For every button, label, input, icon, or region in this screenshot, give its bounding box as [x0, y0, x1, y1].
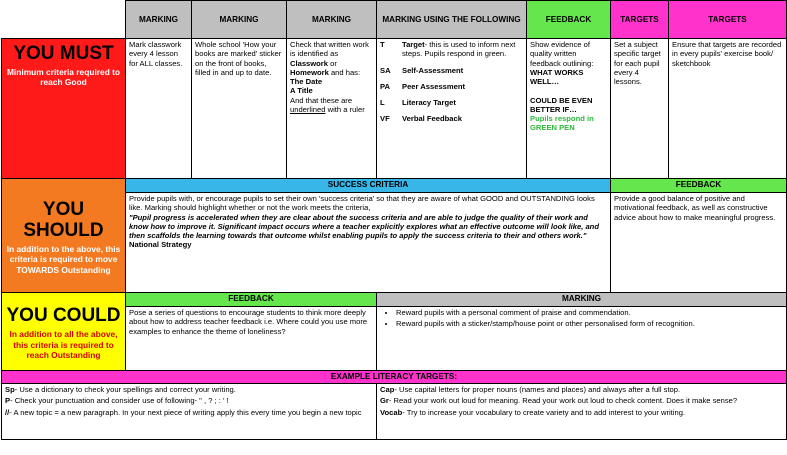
you-could-title: YOU COULD	[6, 305, 121, 327]
must-targets-2: Ensure that targets are recorded in every pupils' exercise book/ sketchbook	[669, 39, 787, 179]
col3-intro: Check that written work is identified as	[290, 40, 369, 59]
success-criteria-header: SUCCESS CRITERIA	[126, 179, 611, 193]
header-marking-following: MARKING USING THE FOLLOWING	[377, 1, 527, 39]
could-marking-item: • Reward pupils with a sticker/stamp/house point or other personalised form of recognition.	[396, 319, 783, 328]
could-marking-header: MARKING	[377, 293, 787, 307]
you-must-subtitle: Minimum criteria required to reach Good	[6, 66, 121, 88]
marking-policy-table	[1, 0, 787, 440]
you-should-cell	[2, 179, 126, 293]
must-marking-1: Mark classwork every 4 lesson for ALL classes.	[126, 39, 192, 179]
col3-homework: Homework	[290, 67, 329, 77]
literacy-item: P- Check your punctuation and consider use of following- " , ? ; : ' !	[5, 396, 229, 406]
you-could-cell	[2, 293, 126, 371]
should-feedback-header: FEEDBACK	[611, 179, 787, 193]
code-row-sa: SA Self-Assessment	[380, 65, 464, 75]
you-could-subtitle: In addition to all the above, this criteria is required to reach Outstanding	[9, 329, 118, 361]
col3-and-has: and has:	[330, 67, 361, 77]
col3-classwork: Classwork	[290, 58, 328, 68]
success-criteria-text: Provide pupils with, or encourage pupils to set their own 'success criteria' so that they are aware of what GOOD and OUTSTANDING looks like. Marking should highlight whether or not the work meets the criteria, "Pupil progress is accelerated when they are clear about the success criteria and are able to judge the quality of their work and know how to improve it. Significant impact occurs where a teacher explicitly explores what an effective outcome will look like, and then scaffolds the learning towards that outcome whilst enabling pupils to apply the success criteria to their and others work." National Strategy	[126, 193, 611, 293]
literacy-right	[377, 384, 787, 440]
literacy-header: EXAMPLE LITERACY TARGETS:	[2, 371, 787, 384]
you-should-title: YOU SHOULD	[23, 198, 104, 241]
you-must-cell	[2, 39, 126, 179]
header-marking-1: MARKING	[126, 1, 192, 39]
must-marking-3	[287, 39, 377, 179]
must-feedback: Show evidence of quality written feedback outlining: WHAT WORKS WELL… COULD BE EVEN BETTER IF… Pupils respond in GREEN PEN	[527, 39, 611, 179]
code-row-pa: PA Peer Assessment	[380, 81, 466, 91]
must-targets-1: Set a subject specific target for each pupil every 4 lessons.	[611, 39, 669, 179]
literacy-item: //- A new topic = a new paragraph. In your next piece of writing apply this every time you begin a new topic	[5, 407, 362, 417]
could-marking-item: • Reward pupils with a personal comment of praise and commendation.	[396, 308, 783, 317]
col3-underlined-pre: And that these are	[290, 95, 353, 105]
you-should-subtitle: In addition to the above, this criteria is required to move TOWARDS Outstanding	[6, 243, 121, 275]
header-marking-2: MARKING	[192, 1, 287, 39]
should-feedback-text: Provide a good balance of positive and motivational feedback, as well as constructive advice about how to make meaningful progress.	[611, 193, 787, 293]
must-marking-2: Whole school 'How your books are marked' sticker on the front of books, filled in and up to date.	[192, 39, 287, 179]
literacy-item: Sp- Use a dictionary to check your spellings and correct your writing.	[5, 385, 236, 394]
could-feedback-text: Pose a series of questions to encourage students to think more deeply about how to address teacher feedback i.e. Where could you use more examples to enhance the theme of loneliness?	[126, 307, 377, 371]
literacy-left	[2, 384, 377, 440]
code-row-literacy: L Literacy Target	[380, 98, 456, 107]
could-feedback-header: FEEDBACK	[126, 293, 377, 307]
header-targets-1: TARGETS	[611, 1, 669, 39]
literacy-item: Gr- Read your work out loud for meaning. Read your work out loud to check content. Does it make sense?	[380, 396, 738, 406]
col3-title: A Title	[290, 86, 313, 96]
col3-date: The Date	[290, 77, 323, 86]
must-marking-codes	[377, 39, 527, 179]
col3-underlined-post: with a ruler	[327, 104, 365, 114]
you-must-title: YOU MUST	[13, 43, 114, 64]
header-marking-3: MARKING	[287, 1, 377, 39]
header-feedback: FEEDBACK	[527, 1, 611, 39]
col3-underlined: underlined	[290, 104, 326, 114]
code-row-vf: VF Verbal Feedback	[380, 114, 462, 124]
code-row-target: T Target- this is used to inform next steps. Pupils respond in green.	[380, 40, 516, 59]
literacy-item: Cap- Use capital letters for proper nouns (names and places) and always after a full stop.	[380, 385, 681, 394]
header-targets-2: TARGETS	[669, 1, 787, 39]
col3-or: or	[330, 58, 337, 68]
corner-cell	[2, 1, 126, 39]
could-marking-list	[377, 307, 787, 371]
literacy-item: Vocab- Try to increase your vocabulary to create variety and to add interest to your writing.	[380, 407, 686, 417]
